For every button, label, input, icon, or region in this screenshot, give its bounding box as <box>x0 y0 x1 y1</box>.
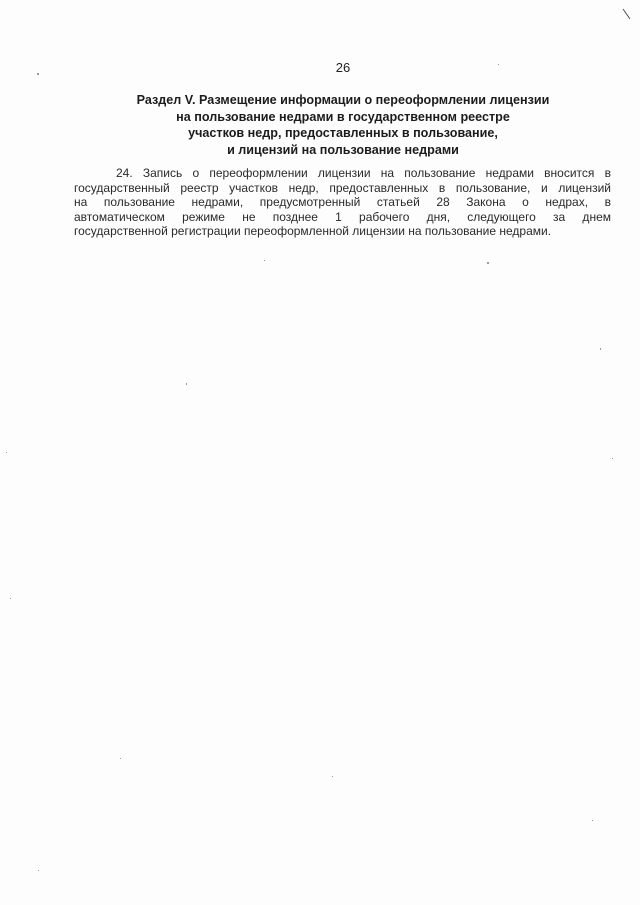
scan-speck <box>120 758 121 759</box>
heading-line: участков недр, предоставленных в пользование, <box>188 126 498 140</box>
scan-speck <box>10 598 11 599</box>
heading-line: на пользование недрами в государственном реестре <box>176 109 510 124</box>
scan-speck <box>264 260 265 261</box>
paragraph-line: на пользование недрами, предусмотренный статьей 28 Закона о недрах, в <box>74 195 611 210</box>
paragraph-24 <box>74 166 611 239</box>
paragraph-line: государственный реестр участков недр, предоставленных в пользование, и лицензий <box>74 180 611 195</box>
scan-speck <box>592 820 593 821</box>
scan-speck <box>612 458 613 459</box>
paragraph-line: 24. Запись о переоформлении лицензии на пользование недрами вносится в <box>116 166 611 180</box>
scan-speck <box>6 452 7 453</box>
scan-speck <box>600 348 601 350</box>
heading-line: и лицензий на пользование недрами <box>227 142 459 157</box>
heading-line: Раздел V. Размещение информации о переоформлении лицензии <box>136 93 550 107</box>
page-number: 26 <box>335 60 351 75</box>
scan-speck <box>38 870 39 871</box>
scan-speck <box>37 73 39 75</box>
scan-speck <box>498 64 499 65</box>
paragraph-line: государственной регистрации переоформленной лицензии на пользование недрами. <box>74 224 552 239</box>
paragraph-line: автоматическом режиме не позднее 1 рабочего дня, следующего за днем <box>74 209 611 224</box>
scan-speck <box>332 776 333 777</box>
scan-speck <box>487 262 489 264</box>
scan-speck <box>186 383 187 385</box>
section-heading <box>86 92 600 158</box>
scan-mark <box>623 9 631 19</box>
